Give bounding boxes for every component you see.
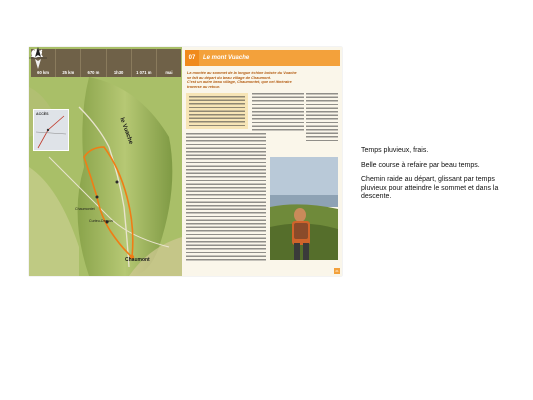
compass-north-icon <box>29 47 47 69</box>
map-label-chaumontet: Chaumontet <box>75 207 95 211</box>
note-trail-conditions: Chemin raide au départ, glissant par temps pluvieux pour atteindre le sommet et dans la descente. <box>361 176 499 201</box>
stat-duration <box>107 49 132 77</box>
clock-icon <box>112 59 126 69</box>
info-box-text <box>189 96 245 126</box>
route-info-box <box>186 93 248 129</box>
direction-sign-icon <box>162 59 176 69</box>
elevation-icon <box>86 59 100 69</box>
access-inset-roads <box>34 110 68 150</box>
page-number: 21 <box>335 269 339 273</box>
hiker-photo <box>270 157 338 260</box>
body-text-column-right <box>306 93 338 143</box>
guide-text-page <box>182 47 342 276</box>
hike-notes <box>361 147 521 208</box>
intro-line: traverse au retour. <box>187 84 221 89</box>
intro-line: La montée au sommet de la longue échine boisée du Vuache <box>187 71 297 75</box>
route-title: Le mont Vuache <box>199 50 340 66</box>
road-icon <box>61 59 75 69</box>
note-weather: Temps pluvieux, frais. <box>361 147 429 154</box>
body-text-column-top <box>252 93 304 131</box>
route-stats-bar <box>31 49 181 77</box>
intro-line: se fait au départ du beau village de Chaumont. <box>187 75 271 80</box>
access-label: ACCÈS <box>36 112 49 116</box>
stat-value: 1 071 m <box>136 70 152 75</box>
stat-value: 670 m <box>87 70 100 75</box>
stat-altitude <box>132 49 157 77</box>
stat-value: 60 km <box>37 70 50 75</box>
route-header <box>185 50 340 66</box>
hiker-photo-image <box>270 157 338 260</box>
map-terrain <box>29 47 182 276</box>
stat-elevation <box>81 49 106 77</box>
access-inset-map <box>33 109 69 151</box>
stat-distance-road <box>56 49 81 77</box>
stat-value: 1h30 <box>113 70 124 75</box>
map-label-chaumont: Chaumont <box>125 257 150 263</box>
note-redo: Belle course à refaire par beau temps. <box>361 161 480 169</box>
guidebook-scan <box>29 47 342 276</box>
stat-value: mai <box>165 70 173 75</box>
body-text-column-main <box>186 133 266 261</box>
map-label-curteu: Curteu-Dessus <box>89 219 113 223</box>
route-intro <box>187 71 337 89</box>
mountain-icon <box>137 59 151 69</box>
hiking-map <box>29 47 182 276</box>
intro-line: C'est un autre beau village, Chaumontet, que cet itinéraire <box>187 80 292 85</box>
stat-season <box>157 49 181 77</box>
route-number: 07 <box>185 50 199 66</box>
map-label-vuache: le Vuache <box>118 117 134 146</box>
stat-value: 25 km <box>62 70 75 75</box>
